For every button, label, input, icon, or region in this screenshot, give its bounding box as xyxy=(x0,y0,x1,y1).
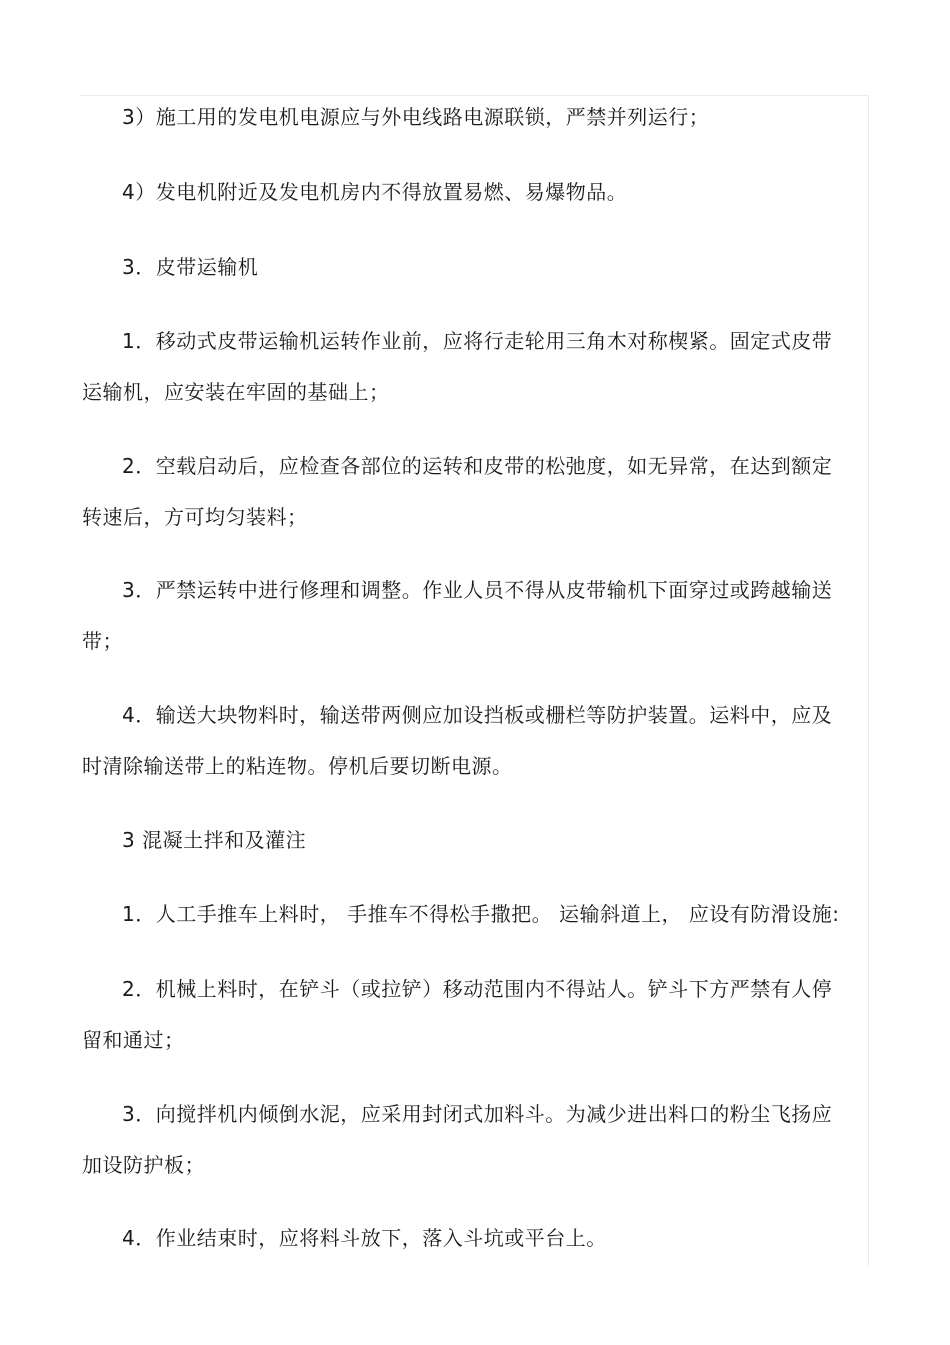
paragraph-generator-interlock: 3）施工用的发电机电源应与外电线路电源联锁，严禁并列运行； xyxy=(122,105,710,129)
paragraph-conveyor-rule-2: 2．空载启动后，应检查各部位的运转和皮带的松弛度，如无异常，在达到额定转速后，方可均匀装料； xyxy=(82,454,833,529)
section-heading-concrete-mixing: 3 混凝土拌和及灌注 xyxy=(122,828,307,852)
paragraph-conveyor-rule-1: 1．移动式皮带运输机运转作业前，应将行走轮用三角木对称楔紧。固定式皮带运输机，应安装在牢固的基础上； xyxy=(82,329,833,404)
section-heading-belt-conveyor: 3．皮带运输机 xyxy=(122,255,259,279)
paragraph-generator-flammables: 4）发电机附近及发电机房内不得放置易燃、易爆物品。 xyxy=(122,180,628,204)
paragraph-conveyor-rule-4: 4．输送大块物料时，输送带两侧应加设挡板或栅栏等防护装置。运料中，应及时清除输送带上的粘连物。停机后要切断电源。 xyxy=(82,703,833,778)
paragraph-concrete-rule-1: 1．人工手推车上料时， 手推车不得松手撒把。 运输斜道上， 应设有防滑设施: xyxy=(122,902,840,926)
paragraph-concrete-rule-2: 2．机械上料时，在铲斗（或拉铲）移动范围内不得站人。铲斗下方严禁有人停留和通过； xyxy=(82,977,833,1052)
paragraph-concrete-rule-4: 4．作业结束时，应将料斗放下，落入斗坑或平台上。 xyxy=(122,1226,607,1250)
paragraph-conveyor-rule-3: 3．严禁运转中进行修理和调整。作业人员不得从皮带输机下面穿过或跨越输送带； xyxy=(82,578,833,653)
paragraph-concrete-rule-3: 3．向搅拌机内倾倒水泥，应采用封闭式加料斗。为减少进出料口的粉尘飞扬应加设防护板； xyxy=(82,1102,833,1177)
